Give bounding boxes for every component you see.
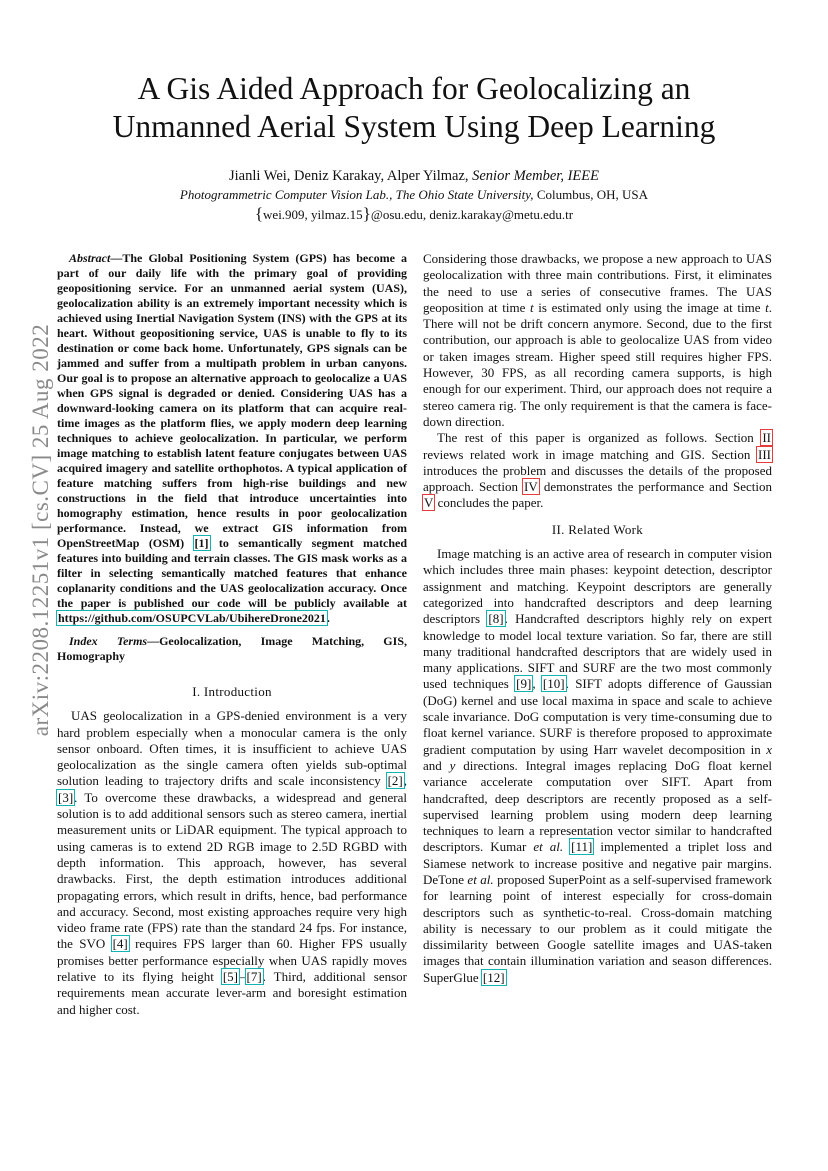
index-terms-text: —Geolocalization, Image Matching, GIS, Homography	[57, 634, 407, 663]
contrib-text-3: . There will not be drift concern anymore. Second, due to the first contribution, our approach is able to geolocalize UAS from video or taken images stream. Higher speed still requires higher FPS. However, 30 FPS, as all recording camera supports, is high enough for our experiment. Third, our approach does not require a stereo camera rig. The only requirement is that the camera is face-down direction.	[423, 299, 773, 429]
citation-4[interactable]: [4]	[112, 936, 128, 952]
title-line-2: Unmanned Aerial System Using Deep Learning	[112, 109, 716, 144]
paper-title	[60, 70, 768, 146]
index-terms	[57, 634, 407, 664]
affiliation-lab: Photogrammetric Computer Vision Lab., The Ohio State University,	[179, 187, 534, 202]
et-al-1: et al.	[533, 839, 564, 855]
citation-5[interactable]: [5]	[222, 969, 239, 985]
org-text-1: The rest of this paper is organized as follows. Section	[437, 430, 754, 446]
var-t-2: t	[765, 299, 769, 315]
contrib-text-2: is estimated only using the image at time	[538, 299, 761, 315]
brace-close: }	[362, 204, 371, 223]
right-column	[423, 251, 772, 986]
section-link-3[interactable]: III	[758, 446, 771, 462]
var-y: y	[449, 757, 456, 773]
rw-sep: ,	[532, 676, 536, 692]
section-heading-related-work: II. Related Work	[551, 521, 644, 537]
var-x: x	[766, 741, 772, 757]
var-t: t	[530, 299, 534, 315]
citation-2[interactable]: [2]	[387, 773, 403, 789]
arxiv-stamp: arXiv:2208.12251v1 [cs.CV] 25 Aug 2022	[28, 323, 53, 737]
author-emails	[60, 204, 768, 224]
intro-text-4: . Third, additional sensor requirements mean accurate lever-arm and boresight estimation and higher cost.	[57, 969, 407, 1017]
citation-12[interactable]: [12]	[482, 969, 505, 985]
org-text-3: introduces the problem and discusses the details of the proposed approach. Section	[423, 462, 772, 495]
citation-7[interactable]: [7]	[246, 969, 262, 985]
citation-3[interactable]: [3]	[58, 789, 74, 805]
abstract	[57, 251, 407, 626]
section-heading-introduction: I. Introduction	[192, 684, 272, 699]
section-link-2[interactable]: II	[762, 430, 771, 446]
abstract-text-2: to semantically segment matched features into building and terrain classes. The GIS mask works as a filter in selecting semantically matched features that enhance coplanarity conditions and the UAS geolocalization accuracy. Once the paper is published our code will be publicly available at	[57, 536, 408, 610]
citation-10[interactable]: [10]	[542, 676, 565, 692]
email-domains: @osu.edu, deniz.karakay@metu.edu.tr	[370, 207, 574, 222]
authors	[60, 168, 768, 185]
intro-text-2: . To overcome these drawbacks, a widespread and general solution is to add additional sensors such as stereo camera, inertial measurement units or LiDAR equipment. The typical approach to using cameras is to extend 2D RGB image to 2.5D RGBD with depth information. This approach, however, has several drawbacks. First, the depth estimation introduces additional propagating errors, which result in drifts, hence, bad performance and accuracy. Second, most existing approaches require very high video frame rate (FPS) rate than the standard 24 fps. For instance, the SVO	[57, 789, 407, 952]
intro-dash: –	[239, 969, 246, 985]
abstract-label: Abstract	[69, 251, 111, 265]
citation-11[interactable]: [11]	[571, 839, 593, 855]
author-names: Jianli Wei, Deniz Karakay, Alper Yilmaz,	[229, 168, 469, 184]
intro-sep: ,	[403, 773, 408, 789]
brace-open: {	[254, 204, 264, 223]
rw-text-4: directions. Integral images replacing DoG float kernel variance accelerate computation over SIFT. Apart from handcrafted, deep descriptors are recently proposed as a self-supervised learning problem using modern deep learning techniques to learn a representation vector similar to handcrafted descriptors. Kumar	[423, 757, 773, 855]
contributions-paragraph	[423, 251, 772, 430]
intro-text-3: requires FPS larger than 60. Higher FPS usually promises better performance especially when UAS rapidly moves relative to its flying height	[57, 936, 408, 985]
citation-1[interactable]: [1]	[194, 536, 209, 550]
rw-text-3: . SIFT adopts difference of Gaussian (DoG) kernel and use local maxima in space and scale to achieve scale invariance. DoG computation is very time-consuming due to float kernel variance. SURF is therefore proposed to approximate gradient computation by using Harr wavelet decomposition in	[423, 676, 772, 757]
author-role: Senior Member, IEEE	[472, 168, 599, 184]
rw-text-5: implemented a triplet loss and Siamese network to increase positive and negative pair margins. DeTone	[423, 839, 773, 887]
abstract-end: .	[326, 611, 330, 625]
affiliation-place: Columbus, OH, USA	[536, 187, 649, 202]
title-line-1: A Gis Aided Approach for Geolocalizing an	[137, 71, 691, 106]
intro-paragraph	[57, 708, 407, 1018]
intro-text-1: UAS geolocalization in a GPS-denied environment is a very hard problem especially when a monocular camera is the only sensor onboard. Often times, it is insufficient to achieve UAS geolocalization as the single camera often yields sub-optimal solution leading to trajectory drifts and scale inconsistency	[57, 708, 407, 789]
code-url-link[interactable]: https://github.com/OSUPCVLab/UbihereDrone2021	[58, 611, 326, 625]
rw-text-2: . Handcrafted descriptors highly rely on expert knowledge to model local texture variation. So far, there are still many traditional handcrafted descriptors that are widely used in many applications. SIFT and SURF are the two most commonly used techniques	[423, 611, 773, 692]
rw-text-6: proposed SuperPoint as a self-supervised framework for learning point of interest especially for cross-domain descriptors such as synthetic-to-real. Cross-domain matching ability is necessary to our problem as it could mitigate the dissimilarity between Google satellite images and UAS-taken images that contain illumination variation and season differences. SuperGlue	[423, 871, 773, 985]
organization-paragraph	[423, 430, 772, 511]
affiliation	[60, 187, 768, 203]
section-link-4[interactable]: IV	[524, 479, 538, 495]
index-terms-label: Index Terms	[69, 634, 148, 648]
citation-9[interactable]: [9]	[516, 676, 532, 692]
rw-and: and	[423, 757, 442, 773]
abstract-text-1: —The Global Positioning System (GPS) has become a part of our daily life with the primary goal of providing geopositioning service. For an unmanned aerial system (UAS), geolocalization ability is an extremely important necessity which is achieved using Inertial Navigation System (INS) with the GPS at its heart. Without geopositioning service, UAS is unable to fly to its destination or come back home. Unfortunately, GPS signals can be jammed and suffer from a multipath problem in urban canyons. Our goal is to propose an alternative approach to geolocalize a UAS when GPS signal is degraded or denied. Considering UAS has a downward-looking camera on its platform that can acquire real-time images as the platform flies, we apply modern deep learning techniques to achieve geolocalization. In particular, we perform image matching to establish latent feature conjugates between UAS acquired imagery and satellite orthophotos. A typical application of feature matching suffers from high-rise buildings and new constructions in the field that introduce uncertainties into homography estimation, hence results in poor geolocalization performance. Instead, we extract GIS information from OpenStreetMap (OSM)	[57, 251, 407, 550]
related-work-paragraph	[423, 546, 772, 986]
section-link-5[interactable]: V	[424, 495, 434, 511]
org-text-5: concludes the paper.	[437, 495, 544, 511]
et-al-2: et al.	[467, 871, 494, 887]
rw-text-1: Image matching is an active area of research in computer vision which includes three main phases: keypoint detection, descriptor assignment and matching. Keypoint descriptors are generally categorized into handcrafted descriptors and deep learning descriptors	[423, 546, 772, 627]
left-column	[57, 251, 407, 1018]
citation-8[interactable]: [8]	[488, 611, 504, 627]
email-users: wei.909, yilmaz.15	[263, 207, 363, 222]
org-text-4: demonstrates the performance and Section	[543, 479, 773, 495]
org-text-2: reviews related work in image matching and GIS. Section	[423, 446, 751, 462]
contrib-text-1: Considering those drawbacks, we propose a new approach to UAS geolocalization with three main contributions. First, it eliminates the need to use a series of consecutive frames. The UAS geoposition at time	[423, 251, 772, 315]
